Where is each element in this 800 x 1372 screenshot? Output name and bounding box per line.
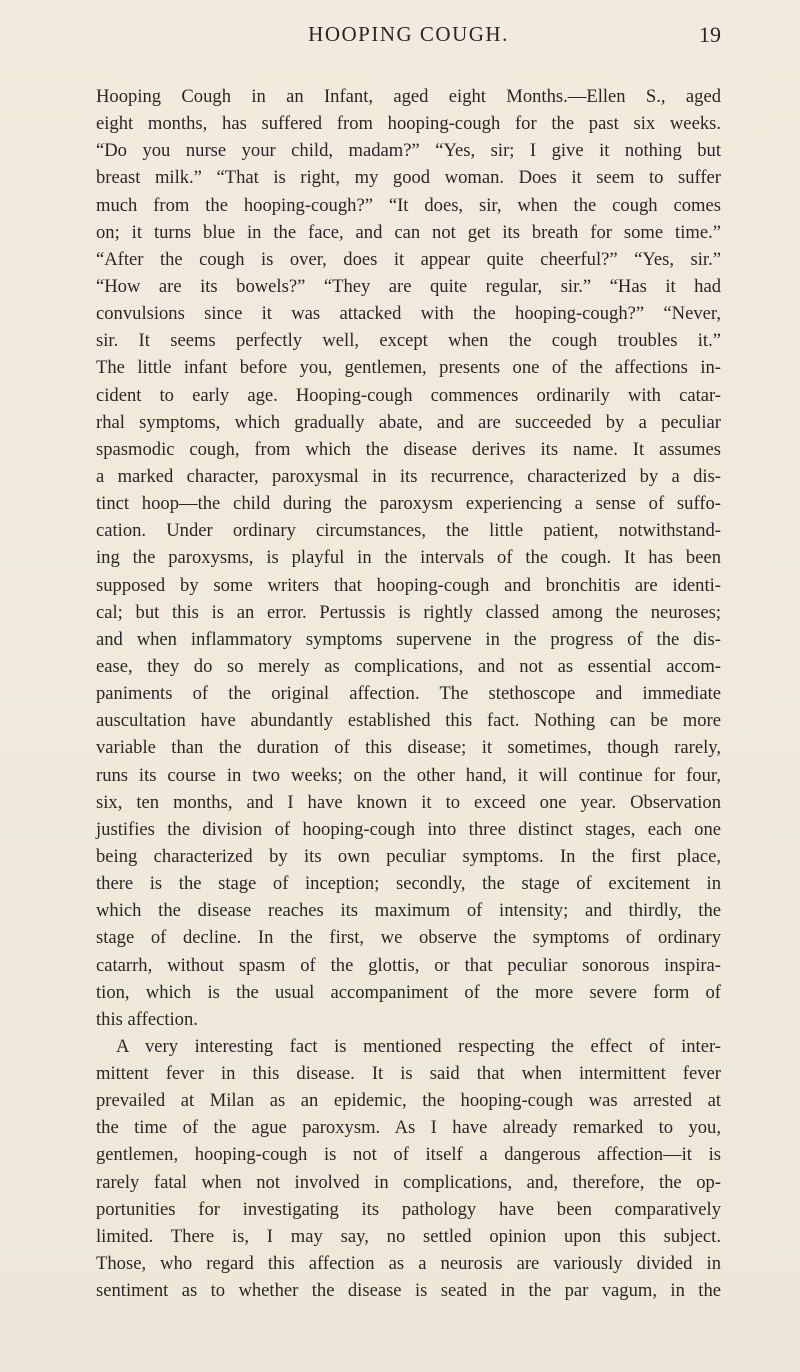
text-line: which the disease reaches its maximum of intensity; and thirdly, the xyxy=(96,900,721,922)
text-line: Those, who regard this affection as a neurosis are variously divided in xyxy=(96,1253,721,1275)
body-text xyxy=(96,83,721,1304)
text-line: cident to early age. Hooping-cough commences ordinarily with catar- xyxy=(96,384,721,406)
text-line: cation. Under ordinary circumstances, the little patient, notwithstand- xyxy=(96,520,721,542)
text-line: much from the hooping-cough?” “It does, sir, when the cough comes xyxy=(96,194,721,216)
text-line: portunities for investigating its pathology have been comparatively xyxy=(96,1198,721,1220)
text-line: runs its course in two weeks; on the other hand, it will continue for four, xyxy=(96,764,721,786)
text-line: supposed by some writers that hooping-cough and bronchitis are identi- xyxy=(96,574,721,596)
text-line: cal; but this is an error. Pertussis is rightly classed among the neuroses; xyxy=(96,601,721,623)
text-line: rarely fatal when not involved in complications, and, therefore, the op- xyxy=(96,1171,721,1193)
text-line: the time of the ague paroxysm. As I have already remarked to you, xyxy=(96,1117,721,1139)
text-line: sir. It seems perfectly well, except when the cough troubles it.” xyxy=(96,330,721,352)
text-line: eight months, has suffered from hooping-cough for the past six weeks. xyxy=(96,113,721,135)
text-line: variable than the duration of this disease; it sometimes, though rarely, xyxy=(96,737,721,759)
text-line: “Do you nurse your child, madam?” “Yes, sir; I give it nothing but xyxy=(96,140,721,162)
text-line: catarrh, without spasm of the glottis, or that peculiar sonorous inspira- xyxy=(96,954,721,976)
text-line: there is the stage of inception; secondly, the stage of excitement in xyxy=(96,873,721,895)
text-line: being characterized by its own peculiar symptoms. In the first place, xyxy=(96,845,721,867)
text-line: auscultation have abundantly established this fact. Nothing can be more xyxy=(96,710,721,732)
text-line: Hooping Cough in an Infant, aged eight Months.—Ellen S., aged xyxy=(96,86,721,107)
text-line: “How are its bowels?” “They are quite regular, sir.” “Has it had xyxy=(96,275,721,297)
text-line: ease, they do so merely as complications, and not as essential accom- xyxy=(96,655,721,677)
text-line: limited. There is, I may say, no settled opinion upon this subject. xyxy=(96,1225,721,1247)
running-head xyxy=(96,22,721,62)
text-line: six, ten months, and I have known it to exceed one year. Observation xyxy=(96,791,721,813)
text-line: mittent fever in this disease. It is said that when intermittent fever xyxy=(96,1063,721,1085)
page-number: 19 xyxy=(699,22,721,47)
text-line: “After the cough is over, does it appear quite cheerful?” “Yes, sir.” xyxy=(96,248,721,270)
running-title: HOOPING COUGH. xyxy=(308,22,509,46)
text-line: spasmodic cough, from which the disease derives its name. It assumes xyxy=(96,438,721,460)
text-line: The little infant before you, gentlemen, presents one of the affections in- xyxy=(96,357,721,379)
text-line: stage of decline. In the first, we observe the symptoms of ordinary xyxy=(96,927,721,949)
text-line: on; it turns blue in the face, and can not get its breath for some time.” xyxy=(96,221,721,243)
text-line: sentiment as to whether the disease is seated in the par vagum, in the xyxy=(96,1280,721,1302)
text-line: A very interesting fact is mentioned respecting the effect of inter- xyxy=(116,1035,721,1057)
text-line: a marked character, paroxysmal in its recurrence, characterized by a dis- xyxy=(96,465,721,487)
text-line: tion, which is the usual accompaniment of the more severe form of xyxy=(96,981,721,1003)
text-line: and when inflammatory symptoms supervene in the progress of the dis- xyxy=(96,628,721,650)
text-line: justifies the division of hooping-cough into three distinct stages, each one xyxy=(96,818,721,840)
text-line: convulsions since it was attacked with the hooping-cough?” “Never, xyxy=(96,303,721,325)
text-line: ing the paroxysms, is playful in the intervals of the cough. It has been xyxy=(96,547,721,569)
text-line: this affection. xyxy=(96,1008,198,1030)
text-line: tinct hoop—the child during the paroxysm experiencing a sense of suffo- xyxy=(96,493,721,515)
text-line: breast milk.” “That is right, my good woman. Does it seem to suffer xyxy=(96,167,721,189)
text-line: paniments of the original affection. The stethoscope and immediate xyxy=(96,683,721,705)
text-line: gentlemen, hooping-cough is not of itself a dangerous affection—it is xyxy=(96,1144,721,1166)
text-line: prevailed at Milan as an epidemic, the hooping-cough was arrested at xyxy=(96,1090,721,1112)
text-line: rhal symptoms, which gradually abate, and are succeeded by a peculiar xyxy=(96,411,721,433)
